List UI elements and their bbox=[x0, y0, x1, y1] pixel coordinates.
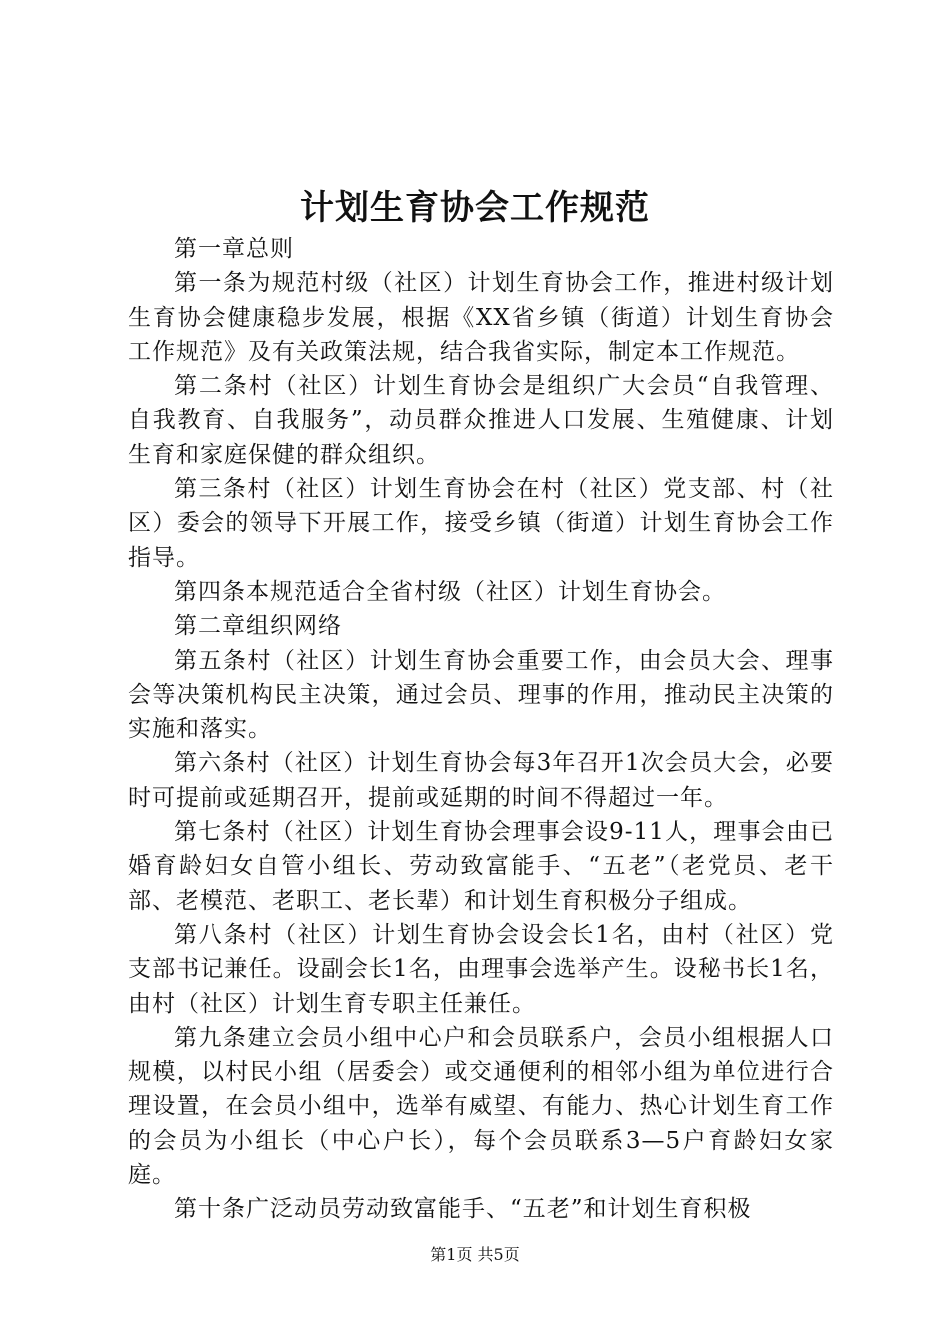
article-paragraph: 第八条村（社区）计划生育协会设会长1名，由村（社区）党支部书记兼任。设副会长1名，由理事会选举产生。设秘书长1名，由村（社区）计划生育专职主任兼任。 bbox=[128, 921, 834, 1017]
document-title: 计划生育协会工作规范 bbox=[300, 188, 650, 228]
article-paragraph: 第十条广泛动员劳动致富能手、“五老”和计划生育积极 bbox=[174, 1196, 752, 1223]
article-paragraph: 第五条村（社区）计划生育协会重要工作，由会员大会、理事会等决策机构民主决策，通过会员、理事的作用，推动民主决策的实施和落实。 bbox=[128, 647, 834, 743]
document-body bbox=[128, 232, 834, 1227]
page-number-footer: 第1页 共5页 bbox=[430, 1245, 520, 1264]
article-paragraph: 第四条本规范适合全省村级（社区）计划生育协会。 bbox=[174, 578, 726, 605]
article-paragraph: 第九条建立会员小组中心户和会员联系户，会员小组根据人口规模，以村民小组（居委会）或交通便利的相邻小组为单位进行合理设置，在会员小组中，选举有威望、有能力、热心计划生育工作的会员为小组长（中心户长），每个会员联系3—5户育龄妇女家庭。 bbox=[128, 1024, 834, 1189]
article-paragraph: 第三条村（社区）计划生育协会在村（社区）党支部、村（社区）委会的领导下开展工作，接受乡镇（街道）计划生育协会工作指导。 bbox=[128, 476, 834, 571]
article-paragraph: 第二条村（社区）计划生育协会是组织广大会员“自我管理、自我教育、自我服务”，动员群众推进人口发展、生殖健康、计划生育和家庭保健的群众组织。 bbox=[128, 373, 834, 468]
article-paragraph: 第七条村（社区）计划生育协会理事会设9-11人，理事会由已婚育龄妇女自管小组长、劳动致富能手、“五老”（老党员、老干部、老模范、老职工、老长辈）和计划生育积极分子组成。 bbox=[128, 819, 834, 914]
article-paragraph: 第六条村（社区）计划生育协会每3年召开1次会员大会，必要时可提前或延期召开，提前或延期的时间不得超过一年。 bbox=[128, 750, 834, 811]
chapter-heading: 第一章总则 bbox=[174, 236, 294, 262]
article-paragraph: 第一条为规范村级（社区）计划生育协会工作，推进村级计划生育协会健康稳步发展，根据《XX省乡镇（街道）计划生育协会工作规范》及有关政策法规，结合我省实际，制定本工作规范。 bbox=[128, 270, 834, 365]
chapter-heading: 第二章组织网络 bbox=[174, 613, 342, 640]
